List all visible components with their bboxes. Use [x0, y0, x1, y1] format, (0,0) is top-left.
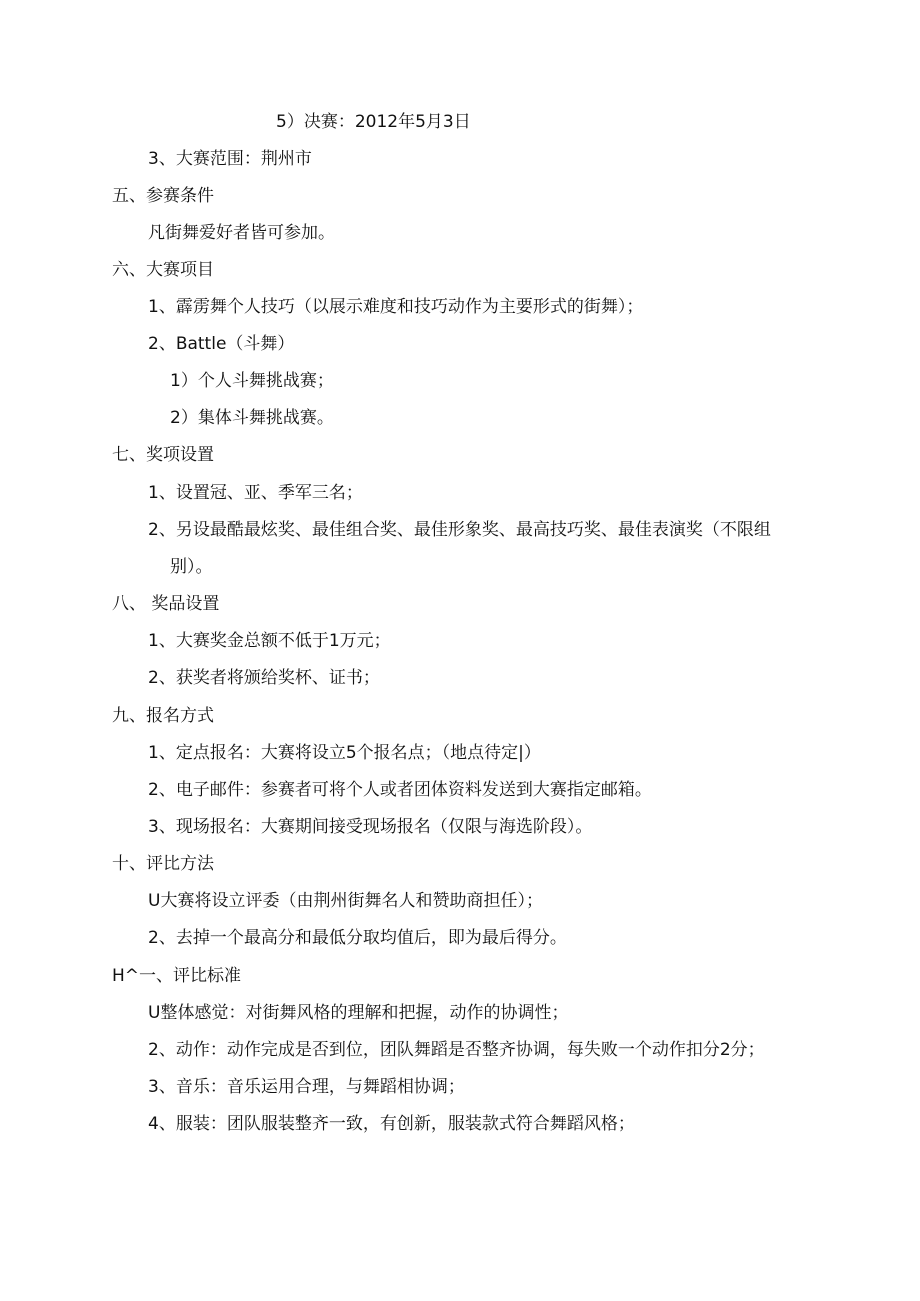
criteria-item-4: 4、服装：团队服装整齐一致，有创新，服装款式符合舞蹈风格；: [148, 1114, 635, 1134]
section-heading-awards: 七、奖项设置: [112, 445, 214, 465]
final-date-line: 5）决赛：2012年5月3日: [276, 112, 471, 132]
prizes-item-2: 2、获奖者将颁给奖杯、证书；: [148, 668, 380, 688]
criteria-item-3: 3、音乐：音乐运用合理，与舞蹈相协调；: [148, 1077, 465, 1097]
section-heading-prizes: 八、 奖品设置: [112, 594, 220, 614]
section-heading-judging-criteria: H^一、评比标准: [112, 966, 242, 986]
section-heading-registration: 九、报名方式: [112, 706, 214, 726]
event-item-breaking: 1、霹雳舞个人技巧（以展示难度和技巧动作为主要形式的街舞）；: [148, 297, 644, 317]
section-heading-eligibility: 五、参赛条件: [112, 186, 214, 206]
registration-item-3: 3、现场报名：大赛期间接受现场报名（仅限与海选阶段）。: [148, 817, 593, 837]
eligibility-text: 凡街舞爱好者皆可参加。: [148, 223, 335, 243]
criteria-item-2: 2、动作：动作完成是否到位，团队舞蹈是否整齐协调，每失败一个动作扣分2分；: [148, 1040, 765, 1060]
prizes-item-1: 1、大赛奖金总额不低于1万元；: [148, 631, 391, 651]
battle-subitem-group: 2）集体斗舞挑战赛。: [170, 408, 334, 428]
registration-item-2: 2、电子邮件：参赛者可将个人或者团体资料发送到大赛指定邮箱。: [148, 780, 652, 800]
registration-item-1: 1、定点报名：大赛将设立5个报名点；（地点待定|）: [148, 743, 541, 763]
awards-item-2: 2、另设最酷最炫奖、最佳组合奖、最佳形象奖、最高技巧奖、最佳表演奖（不限组: [148, 520, 771, 540]
event-item-battle: 2、Battle（斗舞）: [148, 334, 295, 354]
battle-subitem-individual: 1）个人斗舞挑战赛；: [170, 371, 334, 391]
awards-item-1: 1、设置冠、亚、季军三名；: [148, 483, 363, 503]
judging-method-item-1: U大赛将设立评委（由荆州街舞名人和赞助商担任）；: [148, 891, 543, 911]
section-heading-events: 六、大赛项目: [112, 260, 214, 280]
awards-item-2-continued: 别）。: [170, 557, 213, 577]
judging-method-item-2: 2、去掉一个最高分和最低分取均值后，即为最后得分。: [148, 928, 567, 948]
criteria-item-1: U整体感觉：对街舞风格的理解和把握，动作的协调性；: [148, 1003, 569, 1023]
section-heading-judging-method: 十、评比方法: [112, 854, 214, 874]
scope-line: 3、大赛范围：荆州市: [148, 149, 312, 169]
